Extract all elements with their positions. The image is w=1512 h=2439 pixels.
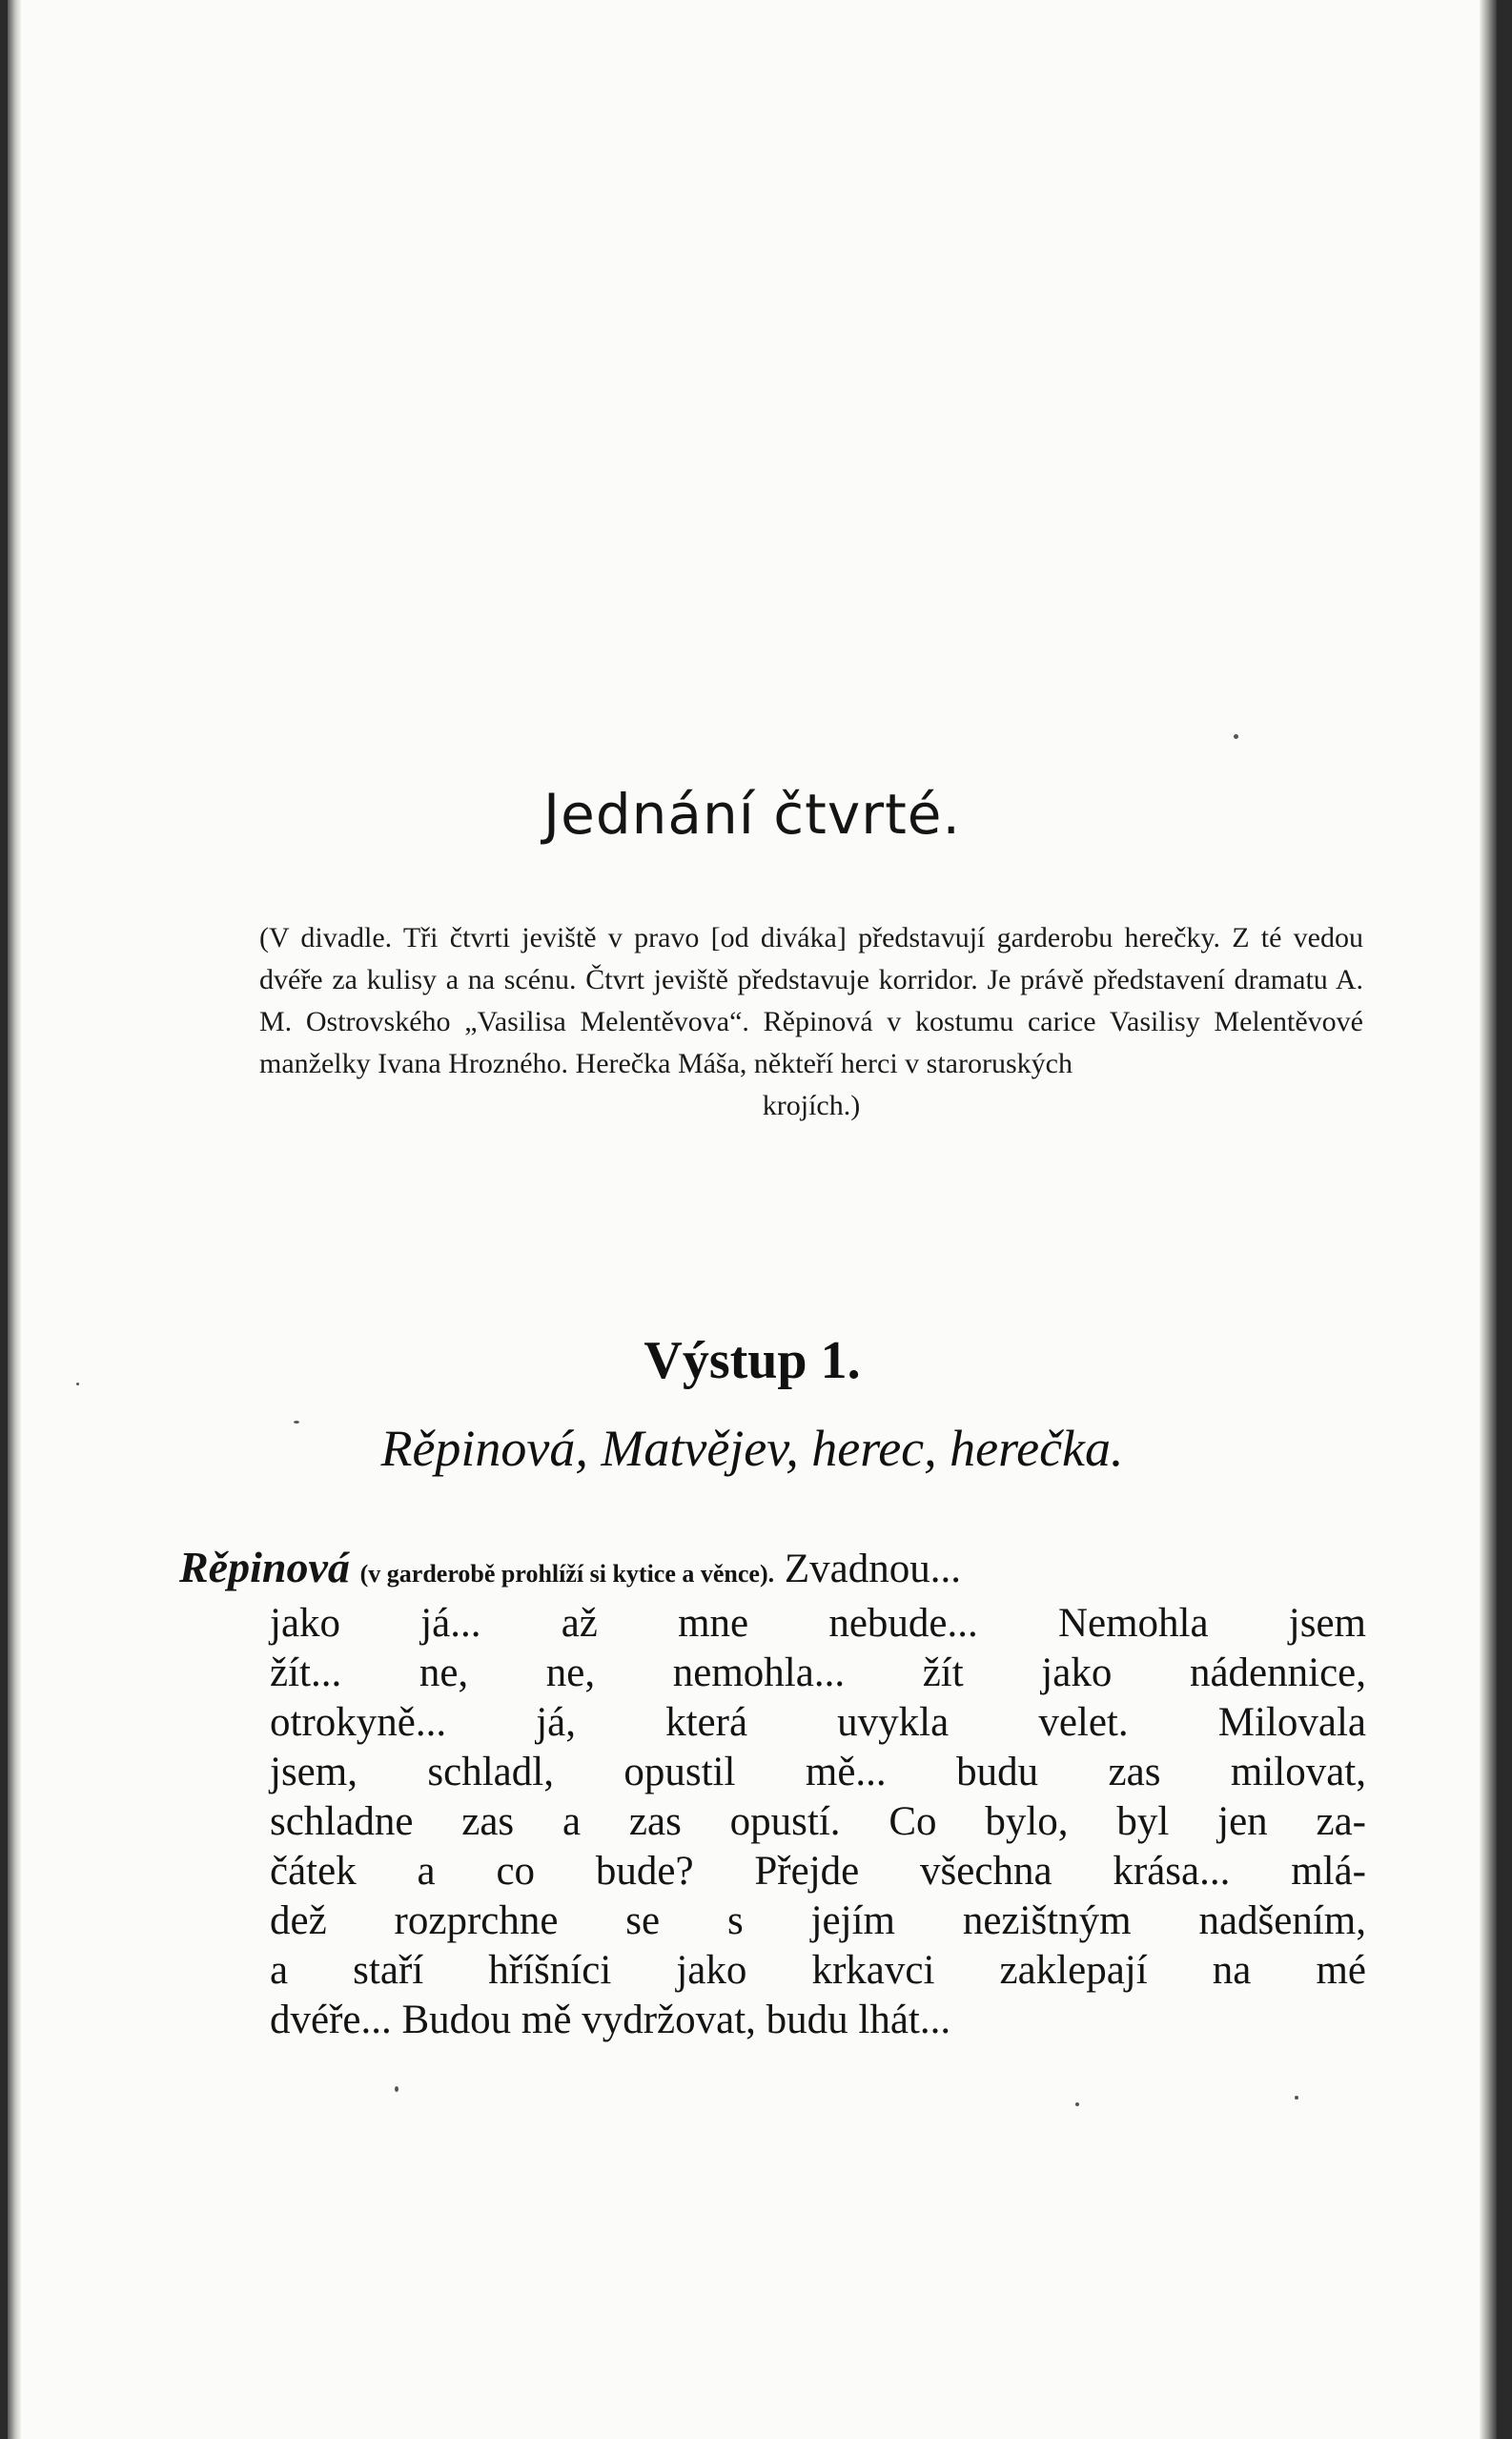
print-fleck xyxy=(1295,2096,1298,2100)
stage-direction-text: (V divadle. Tři čtvrti jeviště v pravo [od diváka] představují garderobu herečky. Z té vedou dvéře za kulisy a na scénu. Čtvrt jeviště představuje korridor. Je právě představení dramatu A. M. Ostrovského „Vasilisa Melentěvova“. Rěpinová v kostumu carice Vasilisy Melentěvové manželky Ivana Hrozného. Herečka Máša, někteří herci v staroruských xyxy=(259,922,1363,1079)
speech-line: schladne zas a zas opustí. Co bylo, byl jen za- xyxy=(270,1799,1366,1844)
print-fleck xyxy=(1075,2102,1079,2106)
scene-cast: Rěpinová, Matvějev, herec, herečka. xyxy=(380,1420,1124,1477)
speech-last-line: dvéře... Budou mě vydržovat, budu lhát... xyxy=(270,1998,951,2042)
book-page xyxy=(8,0,1497,2439)
speech-line: a staří hříšníci jako krkavci zaklepají na mé xyxy=(270,1948,1366,1993)
print-fleck xyxy=(1234,734,1238,739)
print-fleck xyxy=(76,1383,79,1385)
speech-line: jsem, schladl, opustil mě... budu zas milovat, xyxy=(270,1750,1366,1794)
print-fleck xyxy=(395,2086,398,2092)
chapter-title: Jednání čtvrté. xyxy=(543,782,961,847)
speech-block xyxy=(179,1543,1366,2045)
speech-stage-note: (v garderobě prohlíží si kytice a věnce). xyxy=(359,1560,775,1588)
page-left-edge xyxy=(8,0,21,2439)
print-fleck xyxy=(294,1421,299,1424)
stage-direction xyxy=(259,917,1363,1127)
page-right-edge xyxy=(1480,0,1497,2439)
speech-line: dež rozprchne se s jejím nezištným nadšením, xyxy=(270,1898,1366,1943)
speech-first-line xyxy=(179,1543,1366,1599)
scene-title: Výstup 1. xyxy=(644,1331,861,1390)
speech-line: žít... ne, ne, nemohla... žít jako nádennice, xyxy=(270,1650,1366,1695)
speech-opening: Zvadnou... xyxy=(784,1547,961,1591)
speech-line: čátek a co bude? Přejde všechna krása... mlá- xyxy=(270,1849,1366,1894)
stage-direction-last-line: krojích.) xyxy=(762,1090,861,1121)
speech-line: otrokyně... já, která uvykla velet. Milovala xyxy=(270,1700,1366,1745)
speaker-name: Rěpinová xyxy=(179,1543,350,1591)
speech-line: jako já... až mne nebude... Nemohla jsem xyxy=(270,1601,1366,1646)
